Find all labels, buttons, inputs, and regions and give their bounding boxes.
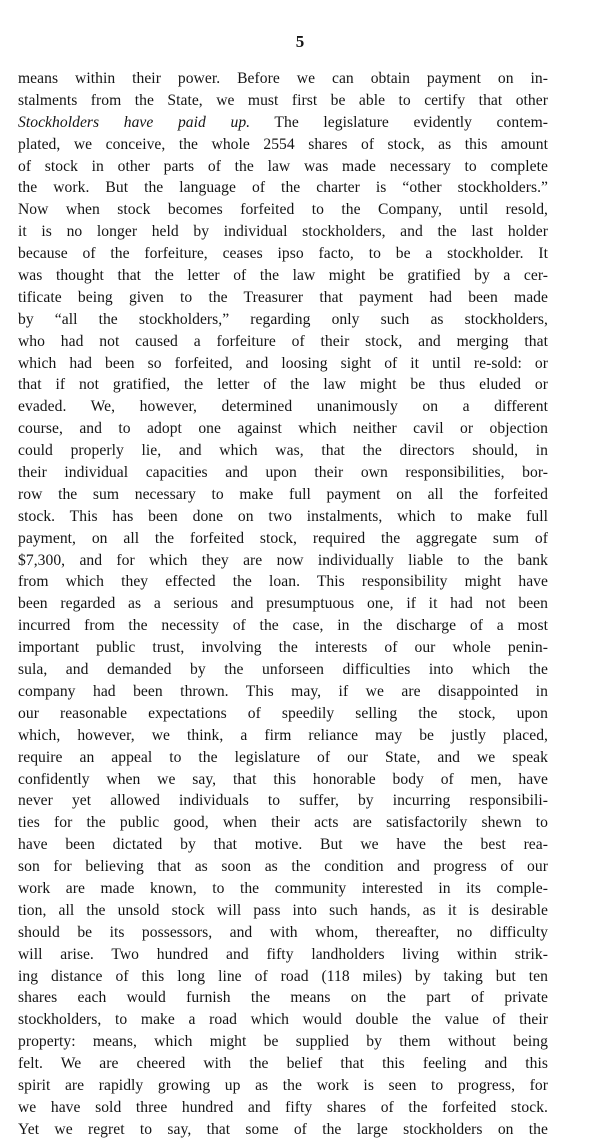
text-line: could properly lie, and which was, that the directors should, in [18,442,548,460]
page-number: 5 [295,32,305,51]
text-line: row the sum necessary to make full payment on all the forfeited [18,485,548,503]
text-line: by “all the stockholders,” regarding only such as stockholders, [18,310,548,328]
text-line: we have sold three hundred and fifty shares of the forfeited stock. [18,1098,548,1116]
text-line: which had been so forfeited, and loosing sight of it until re-sold: or [18,354,548,372]
text-line: son for believing that as soon as the condition and progress of our [18,858,548,876]
text-line: will arise. Two hundred and fifty landholders living within strik- [18,945,548,963]
text-line: should be its possessors, and with whom, thereafter, no difficulty [18,923,548,941]
text-line: of stock in other parts of the law was made necessary to complete [18,157,548,175]
text-line: tificate being given to the Treasurer that payment had been made [18,288,548,306]
text-line: that if not gratified, the letter of the law might be thus eluded or [18,376,548,394]
text-line: sula, and demanded by the unforseen difficulties into which the [18,661,548,679]
text-line: $7,300, and for which they are now individually liable to the bank [18,551,548,569]
text-line: incurred from the necessity of the case, in the discharge of a most [18,617,548,635]
text-line: the work. But the language of the charter is “other stockholders.” [18,179,548,197]
text-line: never yet allowed individuals to suffer, by incurring responsibili- [18,792,548,810]
text-line: who had not caused a forfeiture of their stock, and merging that [18,332,548,350]
text-line: ing distance of this long line of road (118 miles) by taking but ten [18,967,548,985]
text-line: Yet we regret to say, that some of the large stockholders on the [18,1120,548,1138]
text-line: ties for the public good, when their acts are satisfactorily shewn to [18,814,548,832]
text-line: evaded. We, however, determined unanimously on a different [18,398,548,416]
text-line: means within their power. Before we can obtain payment on in- [18,70,548,87]
text-line: stock. This has been done on two instalments, which to make full [18,507,548,525]
text-line: stockholders, to make a road which would double the value of their [18,1011,548,1029]
text-line: plated, we conceive, the whole 2554 shares of stock, as this amount [18,135,548,153]
text-line: because of the forfeiture, ceases ipso facto, to be a stockholder. It [18,245,548,263]
text-line: which, however, we think, a firm reliance may be justly placed, [18,726,548,744]
text-line: company had been thrown. This may, if we are disappointed in [18,682,548,700]
text-line: require an appeal to the legislature of our State, and we speak [18,748,548,766]
text-line: tion, all the unsold stock will pass into such hands, as it is desirable [18,901,548,919]
text-line: shares each would furnish the means on the part of private [18,989,548,1007]
text-line: it is no longer held by individual stockholders, and the last holder [18,223,548,241]
text-line: course, and to adopt one against which neither cavil or objection [18,420,548,438]
text-line: work are made known, to the community interested in its comple- [18,879,548,897]
text-line-emphasis [18,112,548,134]
text-line-continuation: The legislature evidently contem- [250,113,549,131]
text-line: felt. We are cheered with the belief that this feeling and this [18,1055,548,1073]
text-line: confidently when we say, that this honorable body of men, have [18,770,548,788]
text-line: property: means, which might be supplied by them without being [18,1033,548,1051]
text-line: important public trust, involving the interests of our whole penin- [18,639,548,657]
text-line: Now when stock becomes forfeited to the Company, until resold, [18,201,548,219]
text-line: spirit are rapidly growing up as the work is seen to progress, for [18,1076,548,1094]
text-line: stalments from the State, we must first be able to certify that other [18,91,548,109]
text-line: been regarded as a serious and presumptuous one, if it had not been [18,595,548,613]
text-line: from which they effected the loan. This responsibility might have [18,573,548,591]
text-line: have been dictated by that motive. But we have the best rea- [18,836,548,854]
body-text [18,68,548,1141]
text-line: our reasonable expectations of speedily selling the stock, upon [18,704,548,722]
emphasized-phrase: Stockholders have paid up. [18,113,251,131]
text-line: was thought that the letter of the law might be gratified by a cer- [18,267,548,285]
text-line: payment, on all the forfeited stock, required the aggregate sum of [18,529,548,547]
text-line: their individual capacities and upon their own responsibilities, bor- [18,464,548,482]
